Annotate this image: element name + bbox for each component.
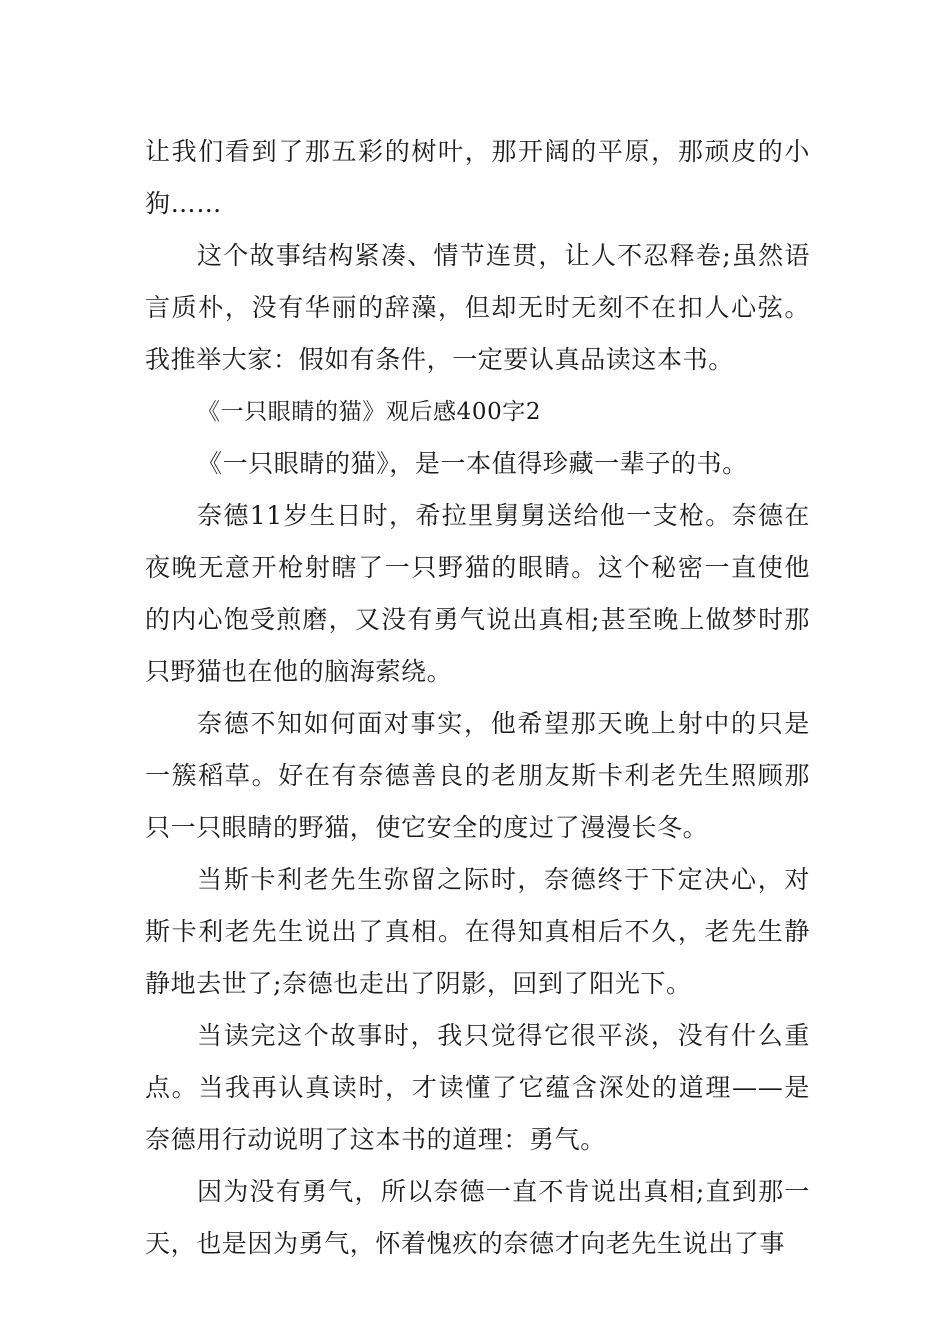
- paragraph-plot-2: 奈德不知如何面对事实，他希望那天晚上射中的只是一簇稻草。好在有奈德善良的老朋友斯卡利老先生照顾那只一只眼睛的野猫，使它安全的度过了漫漫长冬。: [145, 709, 810, 842]
- paragraph-intro: 《一只眼睛的猫》，是一本值得珍藏一辈子的书。: [197, 449, 748, 478]
- paragraph-plot-3: 当斯卡利老先生弥留之际时，奈德终于下定决心，对斯卡利老先生说出了真相。在得知真相后不久，老先生静静地去世了;奈德也走出了阴影，回到了阳光下。: [145, 865, 810, 998]
- paragraph-plot-1: 奈德11岁生日时，希拉里舅舅送给他一支枪。奈德在夜晚无意开枪射瞎了一只野猫的眼睛。这个秘密一直使他的内心饱受煎磨，又没有勇气说出真相;甚至晚上做梦时那只野猫也在他的脑海萦绕。: [145, 501, 810, 686]
- paragraph-continuation: 让我们看到了那五彩的树叶，那开阔的平原，那顽皮的小狗……: [145, 137, 810, 218]
- paragraph-review-summary: 这个故事结构紧凑、情节连贯，让人不忍释卷;虽然语言质朴，没有华丽的辞藻，但却无时无刻不在扣人心弦。我推举大家：假如有条件，一定要认真品读这本书。: [145, 241, 810, 374]
- document-body: [145, 126, 810, 1270]
- paragraph-reflection: 当读完这个故事时，我只觉得它很平淡，没有什么重点。当我再认真读时，才读懂了它蕴含深处的道理——是奈德用行动说明了这本书的道理：勇气。: [145, 1021, 810, 1154]
- section-heading: 《一只眼睛的猫》观后感400字2: [197, 399, 542, 425]
- paragraph-courage: 因为没有勇气，所以奈德一直不肯说出真相;直到那一天，也是因为勇气，怀着愧疚的奈德才向老先生说出了事: [145, 1177, 810, 1258]
